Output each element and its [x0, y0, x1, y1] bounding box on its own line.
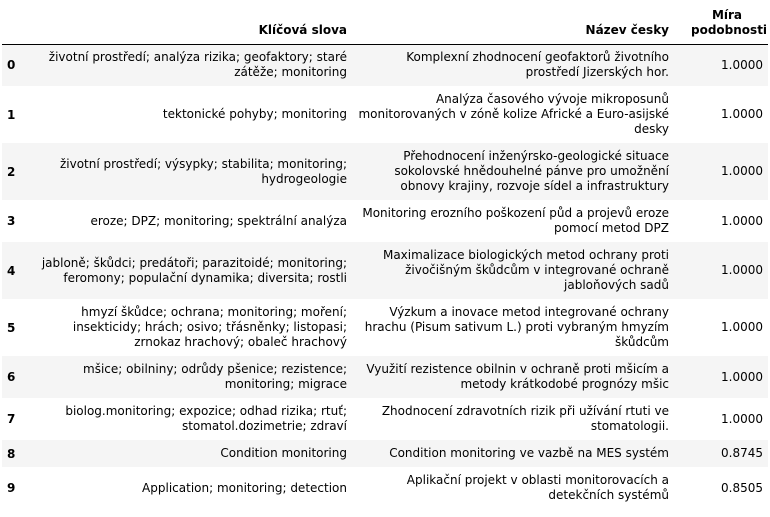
- table-row: [2, 440, 768, 467]
- row-keywords: eroze; DPZ; monitoring; spektrální analýza: [90, 213, 347, 228]
- table-header: [2, 7, 768, 44]
- header-row: [2, 7, 768, 44]
- table-row: [2, 356, 768, 398]
- row-keywords: biolog.monitoring; expozice; odhad rizika; rtuť; stomatol.dozimetrie; zdraví: [65, 404, 347, 433]
- header-name: Název česky: [352, 7, 674, 44]
- table-row: [2, 200, 768, 242]
- row-index: 9: [7, 481, 16, 495]
- row-keywords: Condition monitoring: [220, 446, 347, 460]
- row-keywords: tektonické pohyby; monitoring: [162, 107, 347, 121]
- row-name: Monitoring erozního poškození půd a projevů eroze pomocí metod DPZ: [362, 206, 669, 235]
- row-similarity: 1.0000: [721, 107, 763, 121]
- row-keywords: mšice; obilniny; odrůdy pšenice; rezistence; monitoring; migrace: [83, 362, 347, 391]
- row-similarity: 0.8505: [721, 480, 763, 495]
- header-similarity: [674, 7, 768, 44]
- row-index: 7: [7, 412, 16, 426]
- table-row: [2, 86, 768, 143]
- header-index: [2, 7, 30, 44]
- table-row: [2, 398, 768, 440]
- row-similarity: 0.8745: [721, 446, 763, 460]
- table-row: [2, 467, 768, 509]
- row-keywords: jabloně; škůdci; predátoři; parazitoidé; monitoring; feromony; populační dynamika; diversita; rostli: [41, 255, 347, 285]
- row-name: Aplikační projekt v oblasti monitorovacích a detekčních systémů: [406, 473, 669, 502]
- table-row: [2, 143, 768, 200]
- row-similarity: 1.0000: [721, 411, 763, 426]
- row-name: Využití rezistence obilnin v ochraně proti mšicím a metody krátkodobé prognózy mšic: [366, 362, 669, 391]
- table-body: [2, 44, 768, 509]
- table-row: [2, 299, 768, 356]
- row-similarity: 1.0000: [721, 213, 763, 228]
- row-index: 0: [7, 58, 16, 73]
- header-keywords: Klíčová slova: [30, 7, 352, 44]
- row-name: Condition monitoring ve vazbě na MES systém: [389, 446, 669, 460]
- row-index: 2: [7, 164, 16, 179]
- row-similarity: 1.0000: [721, 263, 763, 277]
- row-name: Komplexní zhodnocení geofaktorů životního prostředí Jizerských hor.: [406, 50, 669, 80]
- row-index: 6: [7, 370, 16, 384]
- results-table: [2, 7, 768, 509]
- row-similarity: 1.0000: [721, 164, 763, 178]
- row-name: Analýza časového vývoje mikroposunů monitorovaných v zóně kolize Africké a Euro-asijské desky: [358, 92, 669, 136]
- row-index: 4: [7, 263, 16, 278]
- row-similarity: 1.0000: [721, 320, 763, 334]
- row-index: 5: [7, 320, 16, 335]
- row-keywords: hmyzí škůdce; ochrana; monitoring; moření; insekticidy; hrách; osivo; třásněnky; listopasi; zrnokaz hrachový; obaleč hrachový: [72, 305, 347, 349]
- row-name: Přehodnocení inženýrsko-geologické situace sokolovské hnědouhelné pánve pro umožnění obnovy krajiny, rozvoje sídel a infrastruktury: [394, 149, 669, 193]
- row-index: 8: [7, 446, 16, 461]
- header-similarity-label: Míra podobnosti: [691, 7, 768, 37]
- row-similarity: 1.0000: [721, 369, 763, 384]
- row-keywords: životní prostředí; analýza rizika; geofaktory; staré zátěže; monitoring: [48, 50, 347, 80]
- row-keywords: Application; monitoring; detection: [142, 480, 347, 495]
- row-name: Zhodnocení zdravotních rizik při užívání rtuti ve stomatologii.: [381, 404, 669, 433]
- row-name: Výzkum a inovace metod integrované ochrany hrachu (Pisum sativum L.) proti vybraným hmyzím škůdcům: [364, 305, 669, 349]
- row-keywords: životní prostředí; výsypky; stabilita; monitoring; hydrogeologie: [59, 156, 347, 186]
- row-index: 1: [7, 107, 16, 122]
- row-similarity: 1.0000: [721, 57, 763, 72]
- row-index: 3: [7, 214, 16, 228]
- table-row: [2, 44, 768, 86]
- row-name: Maximalizace biologických metod ochrany proti živočišným škůdcům v integrované ochraně jabloňových sadů: [382, 248, 669, 292]
- table-row: [2, 242, 768, 299]
